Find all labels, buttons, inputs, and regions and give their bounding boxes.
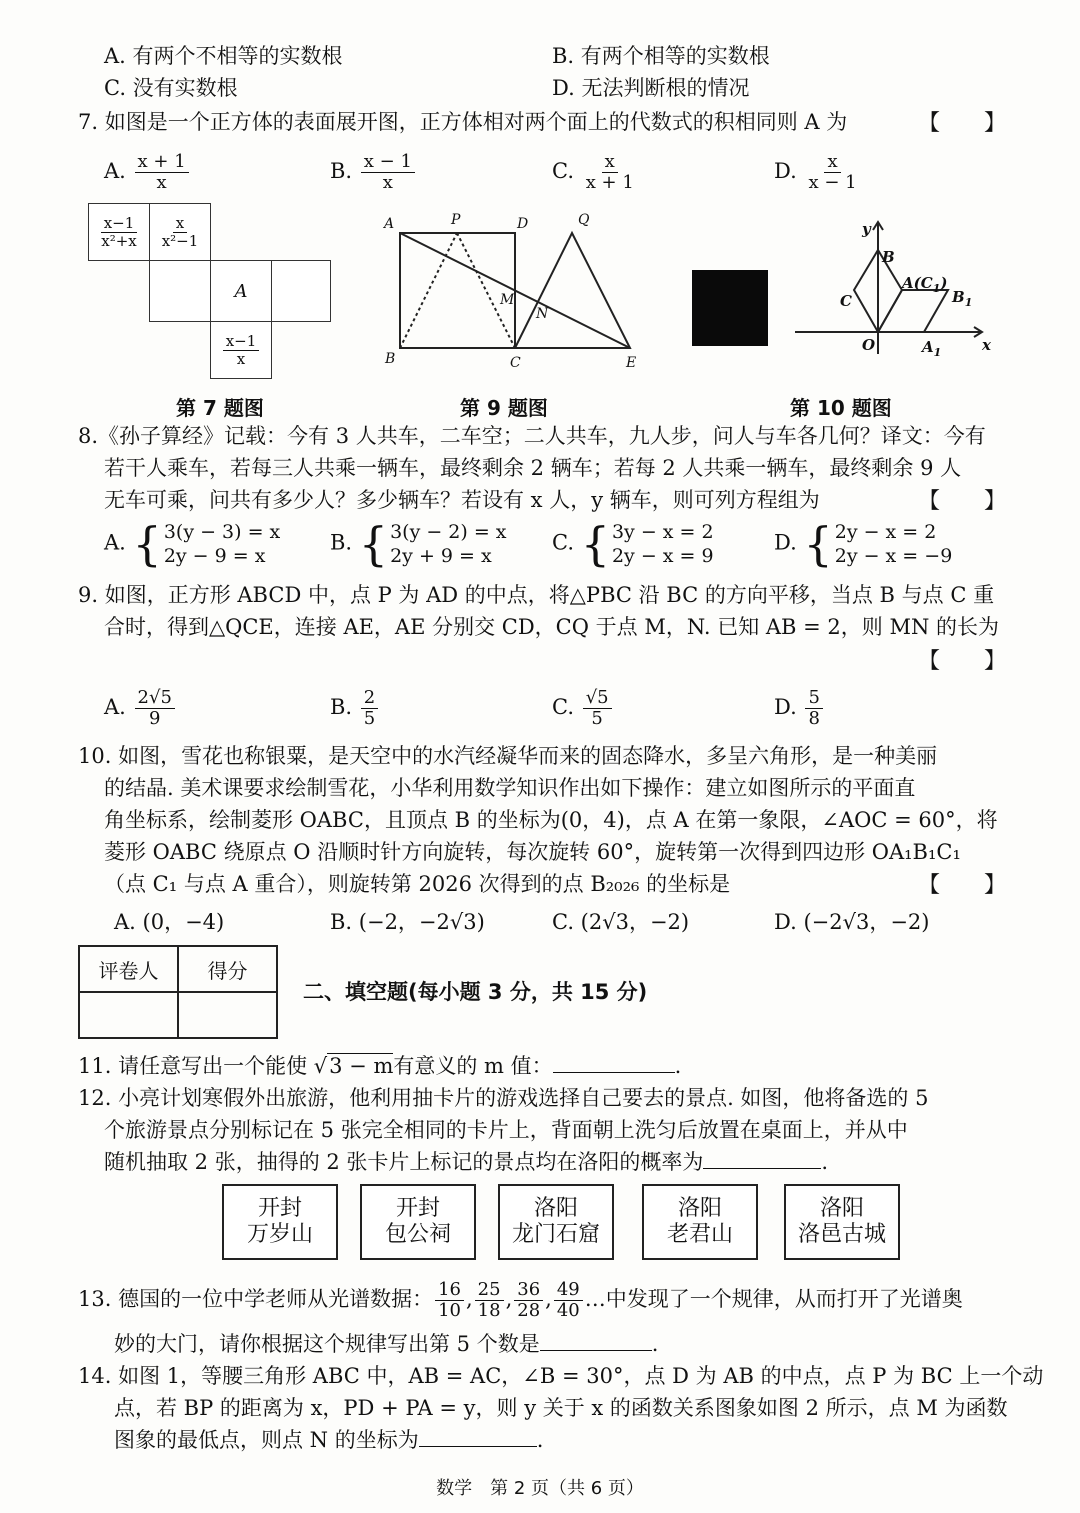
net-face-5 — [271, 260, 331, 322]
snowflake-image-placeholder — [692, 270, 768, 346]
q10-line-1: 10. 如图，雪花也称银粟，是天空中的水汽经凝华而来的固态降水，多呈六角形，是一种美丽 — [78, 744, 938, 768]
caption-fig10: 第 10 题图 — [790, 396, 892, 420]
q13-suffix: …中发现了一个规律，从而打开了光谱奥 — [584, 1287, 963, 1311]
q9-line-2: 合时，得到△QCE，连接 AE，AE 分别交 CD，CQ 于点 M，N. 已知 AB = 2，则 MN 的长为 — [104, 615, 1000, 639]
numerator: 5 — [805, 688, 822, 709]
denominator: 28 — [517, 1300, 541, 1321]
q13-line-2 — [114, 1330, 658, 1358]
q12-end: . — [821, 1150, 829, 1174]
fraction — [135, 688, 175, 729]
equation-row: 3(y − 2) = x — [390, 521, 507, 543]
scenic-card — [222, 1184, 338, 1260]
denominator: x — [236, 349, 246, 368]
equation-row: 3(y − 3) = x — [163, 521, 281, 543]
numerator: x — [173, 215, 187, 233]
q8-option-c — [552, 517, 714, 571]
q10-line-3: 角坐标系，绘制菱形 OABC，且顶点 B 的坐标为(0，4)，点 A 在第一象限，∠AOC = 60°，将 — [104, 808, 998, 832]
q14-line-3-text: 图象的最低点，则点 N 的坐标为 — [114, 1428, 419, 1452]
card-city: 洛阳 — [533, 1196, 578, 1221]
q10-line-2: 的结晶. 美术课要求绘制雪花，小华利用数学知识作出如下操作：建立如图所示的平面直 — [104, 776, 916, 800]
q7-option-b — [330, 152, 417, 193]
q10-option-c: C. (2√3，−2) — [552, 910, 690, 934]
q9-option-d — [774, 688, 825, 729]
option-label: A. — [104, 695, 126, 719]
numerator: 2√5 — [135, 688, 175, 709]
card-spot: 万岁山 — [246, 1222, 313, 1247]
q11-suffix: 有意义的 m 值： — [393, 1054, 553, 1078]
net-face-a: A — [210, 260, 272, 322]
score-header: 得分 — [178, 946, 277, 992]
fraction — [135, 152, 189, 193]
fraction — [805, 688, 822, 729]
fraction — [583, 688, 612, 729]
denominator: 10 — [438, 1300, 461, 1321]
q12-line-1: 12. 小亮计划寒假外出旅游，他利用抽卡片的游戏选择自己要去的景点. 如图，他将备选的 5 — [78, 1086, 929, 1110]
q11 — [78, 1052, 681, 1080]
option-label: D. — [774, 530, 797, 555]
q7-stem: 7. 如图是一个正方体的表面展开图，正方体相对两个面上的代数式的积相同则 A 为 — [78, 110, 848, 134]
q12-line-2: 个旅游景点分别标记在 5 张完全相同的卡片上，背面朝上洗匀后放置在桌面上，并从中 — [104, 1118, 908, 1142]
q7-option-c — [552, 152, 639, 193]
equation-row: 2y − x = −9 — [834, 545, 953, 567]
q8-line-3: 无车可乘，问共有多少人？多少辆车？若设有 x 人，y 辆车，则可列方程组为 — [104, 488, 820, 512]
label-c: C — [510, 355, 521, 371]
label-b1: $B_1$ — [952, 288, 973, 309]
label-x: x — [982, 336, 991, 354]
scenic-card — [642, 1184, 758, 1260]
denominator: 9 — [148, 708, 161, 729]
label-n: N — [536, 306, 549, 322]
answer-blank[interactable] — [553, 1052, 675, 1073]
numerator: x + 1 — [135, 152, 189, 173]
option-label: C. — [552, 159, 574, 183]
denominator: 40 — [556, 1300, 580, 1321]
card-city: 开封 — [395, 1196, 440, 1221]
q8-line-1: 8.《孙子算经》记载：今有 3 人共车，二车空；二人共车，九人步，问人与车各几何？译文：今有 — [78, 424, 986, 448]
q9-option-a — [104, 688, 177, 729]
caption-fig7: 第 7 题图 — [176, 396, 264, 420]
fraction — [159, 215, 202, 250]
fraction — [805, 152, 859, 193]
card-spot: 老君山 — [666, 1222, 733, 1247]
label-a: A — [384, 216, 395, 232]
fraction — [223, 333, 260, 368]
q13-end: . — [651, 1332, 659, 1356]
q14-line-3 — [114, 1426, 543, 1454]
denominator: x²+x — [101, 231, 137, 250]
net-face-3 — [149, 260, 211, 322]
q13-line-1: 13. 德国的一位中学老师从光谱数据： $\frac{16}{10}$ , $\frac{25}{18}$ , $\frac{36}{28}$ , $\frac{49}{40}$ …中发现了一个规律，从而打开了光谱奥 — [78, 1279, 963, 1321]
q9-line-1: 9. 如图，正方形 ABCD 中，点 P 为 AD 的中点，将△PBC 沿 BC 的方向平移，当点 B 与点 C 重 — [78, 583, 995, 607]
net-face-6 — [210, 321, 272, 379]
grader-header: 评卷人 — [79, 946, 178, 992]
label-a-c1: $A(C_1)$ — [902, 274, 948, 295]
denominator: x — [156, 172, 167, 193]
equation-system: { 2y − x = 2 2y − x = −9 — [803, 517, 953, 571]
score-table — [78, 945, 278, 1039]
card-city: 洛阳 — [819, 1196, 864, 1221]
denominator: x + 1 — [585, 172, 634, 193]
sqrt-radicand: 3 − m — [329, 1054, 394, 1078]
card-city: 洛阳 — [677, 1196, 722, 1221]
numerator: 36 — [514, 1280, 543, 1301]
label-b: B — [882, 248, 895, 266]
option-label: C. — [552, 530, 574, 555]
equation-row: 2y − 9 = x — [163, 545, 266, 567]
label-e: E — [626, 355, 637, 371]
numerator: x — [824, 152, 840, 173]
numerator: 2 — [361, 688, 378, 709]
numerator: x — [602, 152, 618, 173]
denominator: x — [382, 172, 393, 193]
scenic-card — [784, 1184, 900, 1260]
scenic-card — [498, 1184, 614, 1260]
numerator: x−1 — [223, 333, 260, 351]
rhombus-oa1b1c1 — [878, 290, 948, 332]
option-label: B. — [330, 530, 353, 555]
dotted-pc — [457, 233, 515, 348]
q13-prefix: 13. 德国的一位中学老师从光谱数据： — [78, 1287, 434, 1311]
q10-option-b: B. (−2，−2√3) — [330, 910, 485, 934]
label-d: D — [517, 216, 529, 232]
option-label: D. — [774, 695, 797, 719]
equation-row: 3y − x = 2 — [611, 521, 714, 543]
denominator: x − 1 — [808, 172, 857, 193]
caption-fig9: 第 9 题图 — [460, 396, 548, 420]
equation-system: { 3(y − 3) = x 2y − 9 = x — [132, 517, 281, 571]
grader-cell — [79, 992, 178, 1038]
fraction — [435, 1280, 464, 1321]
q11-prefix: 11. 请任意写出一个能使 — [78, 1054, 314, 1078]
q10-option-a: A. (0，−4) — [114, 910, 225, 934]
page-footer: 数学 第 2 页（共 6 页） — [436, 1478, 644, 1499]
card-spot: 龙门石窟 — [511, 1222, 600, 1247]
q6-option-d: D. 无法判断根的情况 — [552, 76, 750, 100]
figure-10-coordinate-diagram — [790, 214, 1000, 364]
q13-line-2-text: 妙的大门，请你根据这个规律写出第 5 个数是 — [114, 1332, 540, 1356]
q10-option-d: D. (−2√3，−2) — [774, 910, 930, 934]
q14-end: . — [536, 1428, 544, 1452]
label-c: C — [840, 292, 852, 310]
q6-option-a: A. 有两个不相等的实数根 — [104, 44, 343, 68]
q9-option-c — [552, 688, 614, 729]
answer-blank[interactable] — [419, 1426, 537, 1447]
denominator: 18 — [477, 1300, 501, 1321]
section-2-heading: 二、填空题(每小题 3 分，共 15 分) — [303, 980, 648, 1004]
q10-line-5: （点 C₁ 与点 A 重合），则旋转第 2026 次得到的点 B₂₀₂₆ 的坐标是 — [104, 872, 731, 896]
numerator: 25 — [475, 1280, 504, 1301]
figure-9-diagram — [380, 208, 650, 373]
label-a1: $A_1$ — [922, 338, 942, 359]
card-spot: 包公祠 — [384, 1222, 451, 1247]
equation-row: 2y − x = 9 — [611, 545, 714, 567]
label-q: Q — [578, 212, 590, 228]
q10-answer-bracket: 【 】 — [918, 873, 1007, 898]
score-cell — [178, 992, 277, 1038]
q8-answer-bracket: 【 】 — [918, 489, 1007, 514]
q8-line-2: 若干人乘车，若每三人共乘一辆车，最终剩余 2 辆车；若每 2 人共乘一辆车，最终剩余 9 人 — [104, 456, 962, 480]
q12-line-3 — [104, 1148, 828, 1176]
option-label: B. — [330, 159, 353, 183]
q14-line-1: 14. 如图 1，等腰三角形 ABC 中，AB = AC，∠B = 30°，点 D 为 AB 的中点，点 P 为 BC 上一个动 — [78, 1364, 1044, 1388]
net-face-2 — [149, 203, 211, 261]
option-label: D. — [774, 159, 797, 183]
fraction — [514, 1280, 543, 1321]
net-face-1 — [88, 203, 150, 261]
fraction — [98, 215, 140, 250]
option-label: A. — [104, 530, 126, 555]
denominator: 5 — [363, 708, 376, 729]
scenic-card — [360, 1184, 476, 1260]
denominator: x²−1 — [161, 231, 199, 250]
option-label: A. — [104, 159, 126, 183]
q7-answer-bracket: 【 】 — [918, 111, 1007, 136]
equation-row: 2y + 9 = x — [390, 545, 492, 567]
numerator: 49 — [554, 1280, 583, 1301]
answer-blank[interactable] — [540, 1330, 652, 1351]
fraction — [475, 1280, 504, 1321]
dotted-pb — [400, 233, 457, 348]
label-m: M — [500, 292, 515, 308]
q6-option-c: C. 没有实数根 — [104, 76, 238, 100]
numerator: x−1 — [101, 215, 138, 233]
triangle-qce — [515, 233, 630, 348]
denominator: 5 — [591, 708, 603, 729]
option-label: C. — [552, 695, 574, 719]
fraction — [554, 1280, 583, 1321]
numerator: √5 — [583, 688, 612, 709]
q8-option-d — [774, 517, 953, 571]
square-abcd — [400, 233, 515, 348]
label-o: O — [862, 336, 876, 354]
q6-option-b: B. 有两个相等的实数根 — [552, 44, 770, 68]
denominator: 8 — [808, 708, 820, 729]
q7-option-a — [104, 152, 191, 193]
fraction — [361, 688, 378, 729]
fraction — [361, 152, 415, 193]
q8-option-a — [104, 517, 281, 571]
q9-option-b — [330, 688, 380, 729]
q14-line-2: 点，若 BP 的距离为 x，PD + PA = y，则 y 关于 x 的函数关系图象如图 2 所示，点 M 为函数 — [114, 1396, 1008, 1420]
q8-option-b — [330, 517, 507, 571]
label-b: B — [385, 351, 396, 367]
option-label: B. — [330, 695, 353, 719]
label-p: P — [451, 212, 461, 228]
q7-option-d — [774, 152, 862, 193]
label-y: y — [862, 220, 871, 238]
equation-row: 2y − x = 2 — [834, 521, 937, 543]
equation-system: { 3y − x = 2 2y − x = 9 — [580, 517, 714, 571]
card-spot: 洛邑古城 — [797, 1222, 886, 1247]
numerator: 16 — [435, 1280, 464, 1301]
fraction — [583, 152, 637, 193]
q11-end: . — [674, 1054, 682, 1078]
card-city: 开封 — [257, 1196, 302, 1221]
numerator: x − 1 — [361, 152, 415, 173]
q10-line-4: 菱形 OABC 绕原点 O 沿顺时针方向旋转，每次旋转 60°，旋转第一次得到四边形 OA₁B₁C₁ — [104, 840, 961, 864]
q12-line-3-text: 随机抽取 2 张，抽得的 2 张卡片上标记的景点均在洛阳的概率为 — [104, 1150, 704, 1174]
sqrt-symbol: √ — [313, 1054, 328, 1078]
equation-system: { 3(y − 2) = x 2y + 9 = x — [358, 517, 507, 571]
answer-blank[interactable] — [703, 1148, 821, 1169]
q9-answer-bracket: 【 】 — [918, 649, 1007, 674]
